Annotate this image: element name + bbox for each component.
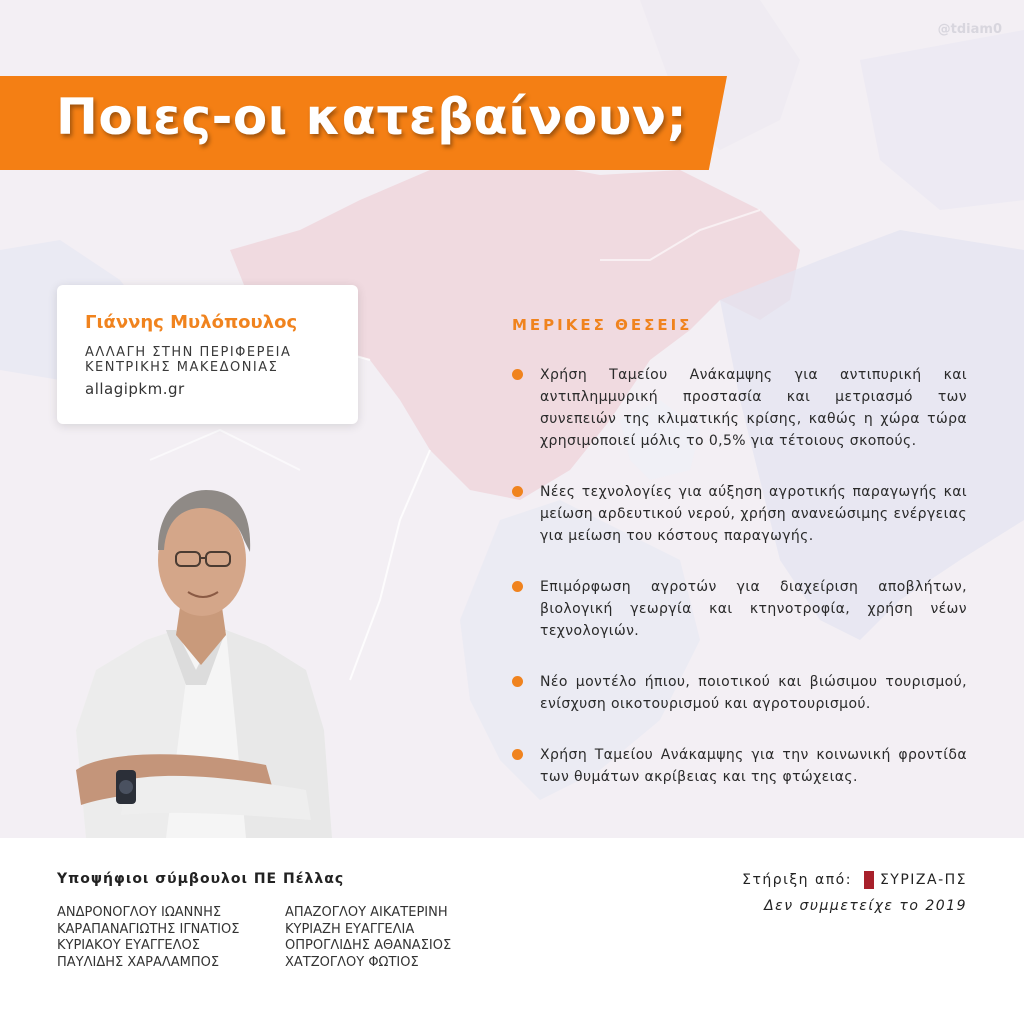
list-item <box>512 671 967 715</box>
position-text: Χρήση Ταμείου Ανάκαμψης για αντιπυρική και αντιπλημμυρική προστασία και μετριασμό των συνεπειών της κλιματικής κρίσης, καθώς η χώρα τώρα χρησιμοποιεί μόλις το 0,5% για τέτοιους σκοπούς. <box>540 367 967 449</box>
list-item <box>512 481 967 547</box>
candidate-name: Γιάννης Μυλόπουλος <box>85 312 298 333</box>
candidate-card <box>57 285 358 424</box>
previous-participation: Δεν συμμετείχε το 2019 <box>764 898 967 914</box>
list-item <box>512 576 967 642</box>
author-handle: @tdiam0 <box>937 22 1002 37</box>
candidate-website[interactable]: allagipkm.gr <box>85 380 185 398</box>
party-line-1: ΑΛΛΑΓΗ ΣΤΗΝ ΠΕΡΙΦΕΡΕΙΑ <box>85 345 292 360</box>
position-text: Νέο μοντέλο ήπιου, ποιοτικού και βιώσιμου τουρισμού, ενίσχυση οικοτουρισμού και αγροτουρισμού. <box>540 674 967 712</box>
bullet-icon <box>512 486 523 497</box>
party-line-2: ΚΕΝΤΡΙΚΗΣ ΜΑΚΕΔΟΝΙΑΣ <box>85 360 279 375</box>
support-party: ΣΥΡΙΖΑ-ΠΣ <box>879 872 967 888</box>
list-item: ΑΠΑΖΟΓΛΟΥ ΑΙΚΑΤΕΡΙΝΗ <box>285 905 448 920</box>
candidate-party <box>85 345 291 375</box>
support-line <box>742 871 967 889</box>
page-title: Ποιες-οι κατεβαίνουν; <box>56 88 688 146</box>
bullet-icon <box>512 676 523 687</box>
position-text: Επιμόρφωση αγροτών για διαχείριση αποβλήτων, βιολογική γεωργία και κτηνοτροφία, χρήση νέων τεχνολογιών. <box>540 579 967 639</box>
list-item: ΚΑΡΑΠΑΝΑΓΙΩΤΗΣ ΙΓΝΑΤΙΟΣ <box>57 921 240 937</box>
candidate-photo <box>66 480 332 838</box>
list-item: ΚΥΡΙΑΚΟΥ ΕΥΑΓΓΕΛΟΣ <box>57 938 200 953</box>
councillors-column-1 <box>57 905 239 971</box>
list-item: ΟΠΡΟΓΛΙΔΗΣ ΑΘΑΝΑΣΙΟΣ <box>285 938 452 953</box>
list-item: ΚΥΡΙΑΖΗ ΕΥΑΓΓΕΛΙΑ <box>285 921 415 937</box>
bullet-icon <box>512 749 523 760</box>
list-item: ΧΑΤΖΟΓΛΟΥ ΦΩΤΙΟΣ <box>285 954 419 970</box>
councillors-column-2 <box>285 905 451 971</box>
positions-title: ΜΕΡΙΚΕΣ ΘΕΣΕΙΣ <box>512 316 693 334</box>
list-item: ΠΑΥΛΙΔΗΣ ΧΑΡΑΛΑΜΠΟΣ <box>57 954 220 970</box>
positions-list <box>512 364 967 817</box>
list-item: ΑΝΔΡΟΝΟΓΛΟΥ ΙΩΑΝΝΗΣ <box>57 905 222 920</box>
position-text: Χρήση Ταμείου Ανάκαμψης για την κοινωνική φροντίδα των θυμάτων ακρίβειας και της φτώχειας. <box>540 747 967 785</box>
list-item <box>512 364 967 452</box>
position-text: Νέες τεχνολογίες για αύξηση αγροτικής παραγωγής και μείωση αρδευτικού νερού, χρήση ανανεώσιμης ενέργειας για μείωση του κόστους παραγωγής. <box>540 484 967 544</box>
list-item <box>512 744 967 788</box>
councillors-title: Υποψήφιοι σύμβουλοι ΠΕ Πέλλας <box>57 871 345 887</box>
party-color-swatch <box>864 871 874 889</box>
support-label: Στήριξη από: <box>742 872 852 888</box>
bullet-icon <box>512 369 523 380</box>
bullet-icon <box>512 581 523 592</box>
